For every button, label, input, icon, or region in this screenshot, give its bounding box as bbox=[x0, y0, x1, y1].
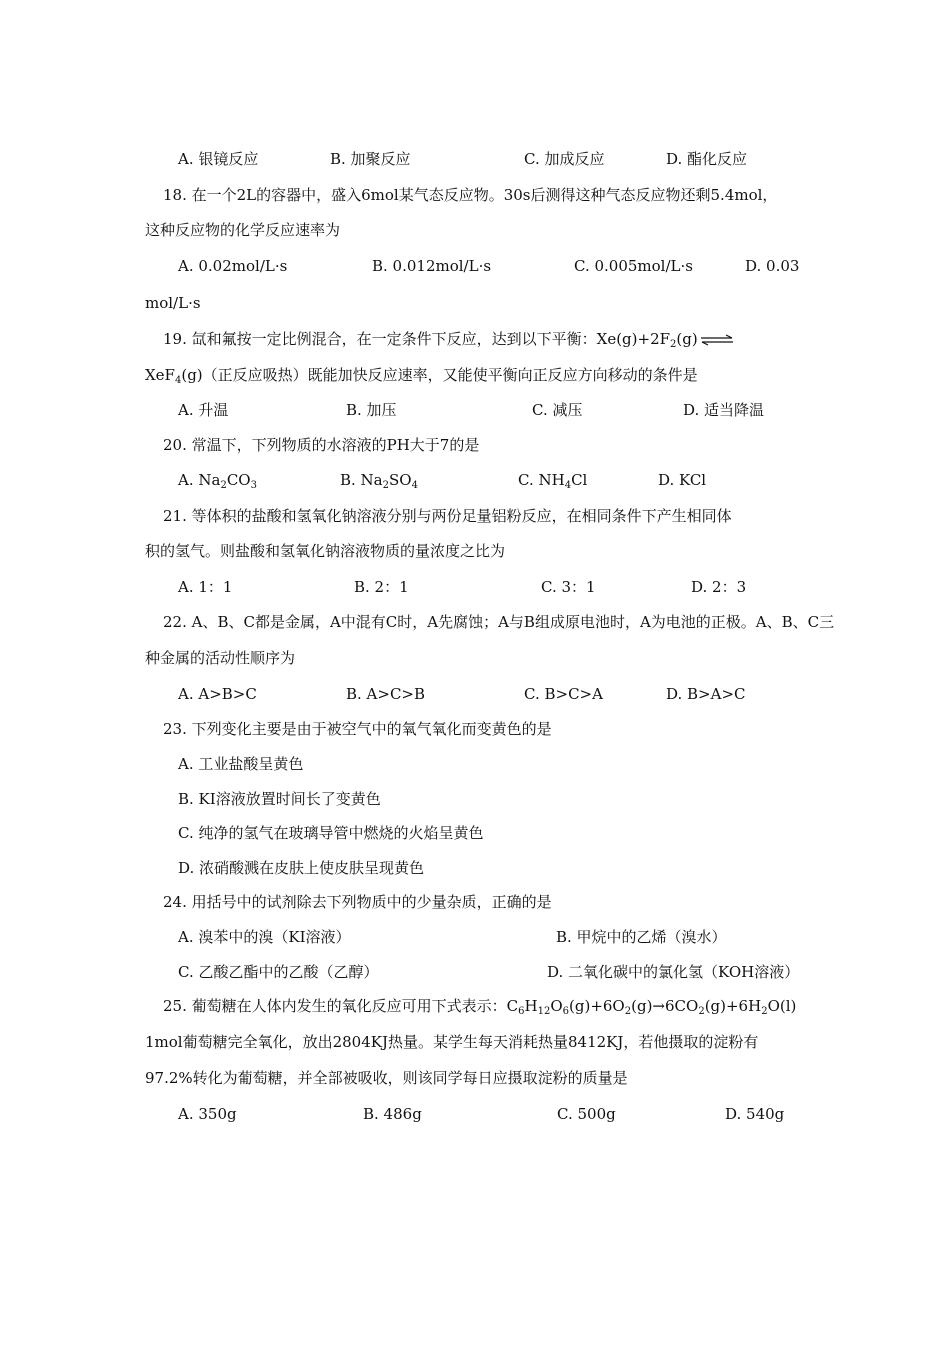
q20-option-c bbox=[518, 470, 587, 490]
q25-f-h: H bbox=[524, 997, 538, 1015]
q18-option-d-continued: mol/L·s bbox=[145, 294, 201, 312]
q18-option-b: B. 0.012mol/L·s bbox=[372, 257, 492, 275]
equilibrium-arrow-icon bbox=[700, 334, 734, 346]
q25-option-c: C. 500g bbox=[557, 1105, 616, 1123]
q25-f-r4: O(l) bbox=[767, 997, 797, 1015]
q21-stem-line2: 积的氢气。则盐酸和氢氧化钠溶液物质的量浓度之比为 bbox=[145, 542, 506, 560]
q20-c-sub: 4 bbox=[564, 480, 572, 491]
q19-option-c: C. 减压 bbox=[532, 401, 583, 419]
q20-a-sub2: 3 bbox=[250, 480, 257, 491]
q20-option-a bbox=[178, 470, 257, 490]
q19-xef4-subscript: 4 bbox=[174, 375, 182, 386]
q25-option-d: D. 540g bbox=[725, 1105, 785, 1123]
q20-stem: 20. 常温下，下列物质的水溶液的PH大于7的是 bbox=[163, 436, 480, 454]
q22-option-b: B. A>C>B bbox=[346, 685, 426, 703]
q22-option-c: C. B>C>A bbox=[524, 685, 603, 703]
q18-stem-line2: 这种反应物的化学反应速率为 bbox=[145, 221, 341, 239]
q21-option-a: A. 1：1 bbox=[178, 578, 233, 596]
q19-stem-line2-text: (g)（正反应吸热）既能加快反应速率，又能使平衡向正反应方向移动的条件是 bbox=[181, 366, 698, 384]
q23-option-b: B. KI溶液放置时间长了变黄色 bbox=[178, 790, 381, 808]
q25-f-r2: (g)→6CO bbox=[631, 997, 699, 1015]
q20-c-post: Cl bbox=[571, 471, 588, 489]
q25-f-r1-sub: 2 bbox=[624, 1006, 632, 1017]
q19-xef4: XeF bbox=[145, 366, 175, 384]
q25-stem-line1 bbox=[163, 996, 796, 1016]
q20-a-sub1: 2 bbox=[220, 480, 227, 491]
q19-equation-left: Xe(g)+2F bbox=[596, 330, 671, 348]
q25-f-c-sub: 6 bbox=[518, 1006, 525, 1017]
q18-option-d: D. 0.03 bbox=[745, 257, 800, 275]
q22-stem-line1: 22. A、B、C都是金属，A中混有C时，A先腐蚀；A与B组成原电池时，A为电池的正极。A、B、C三 bbox=[163, 613, 835, 631]
q23-stem: 23. 下列变化主要是由于被空气中的氧气氧化而变黄色的是 bbox=[163, 720, 552, 738]
q20-b-sub2: 4 bbox=[411, 480, 418, 491]
q23-option-a: A. 工业盐酸呈黄色 bbox=[178, 755, 304, 773]
q25-f-h-sub: 12 bbox=[537, 1006, 551, 1017]
q25-option-a: A. 350g bbox=[178, 1105, 237, 1123]
q20-a-text: A. Na bbox=[178, 471, 221, 489]
q24-stem: 24. 用括号中的试剂除去下列物质中的少量杂质，正确的是 bbox=[163, 893, 552, 911]
q20-c-text: C. NH bbox=[518, 471, 565, 489]
q22-option-a: A. A>B>C bbox=[178, 685, 257, 703]
q18-option-c: C. 0.005mol/L·s bbox=[574, 257, 693, 275]
q19-option-b: B. 加压 bbox=[346, 401, 397, 419]
q24-option-c: C. 乙酸乙酯中的乙酸（乙醇） bbox=[178, 963, 379, 981]
q20-b-mid: SO bbox=[389, 471, 412, 489]
q20-b-text: B. Na bbox=[340, 471, 383, 489]
q25-f-r3-sub: 2 bbox=[761, 1006, 768, 1017]
q25-formula bbox=[507, 997, 797, 1015]
q19-eq-subscript: 2 bbox=[670, 339, 677, 350]
q19-option-d: D. 适当降温 bbox=[683, 401, 765, 419]
q19-stem-line2 bbox=[145, 365, 698, 385]
q25-f-r2-sub: 2 bbox=[698, 1006, 705, 1017]
q17-option-c: C. 加成反应 bbox=[524, 150, 605, 168]
q25-stem-line3: 97.2%转化为葡萄糖，并全部被吸收，则该同学每日应摄取淀粉的质量是 bbox=[145, 1069, 628, 1087]
q23-option-c: C. 纯净的氢气在玻璃导管中燃烧的火焰呈黄色 bbox=[178, 824, 484, 842]
q19-option-a: A. 升温 bbox=[178, 401, 229, 419]
q25-f-r3: (g)+6H bbox=[704, 997, 762, 1015]
q17-option-d: D. 酯化反应 bbox=[666, 150, 748, 168]
q22-stem-line2: 种金属的活动性顺序为 bbox=[145, 649, 296, 667]
q22-option-d: D. B>A>C bbox=[666, 685, 746, 703]
q18-option-a: A. 0.02mol/L·s bbox=[178, 257, 288, 275]
q20-b-sub1: 2 bbox=[382, 480, 390, 491]
q25-f-o: O bbox=[550, 997, 563, 1015]
q25-stem-line2: 1mol葡萄糖完全氧化，放出2804KJ热量。某学生每天消耗热量8412KJ，若他摄取的淀粉有 bbox=[145, 1033, 759, 1051]
q25-option-b: B. 486g bbox=[363, 1105, 422, 1123]
q19-stem-text: 19. 氙和氟按一定比例混合，在一定条件下反应，达到以下平衡： bbox=[163, 330, 597, 348]
q24-option-a: A. 溴苯中的溴（KI溶液） bbox=[178, 928, 351, 946]
q17-option-a: A. 银镜反应 bbox=[178, 150, 259, 168]
q19-stem-line1 bbox=[163, 329, 734, 349]
q19-equation-right: (g) bbox=[676, 330, 698, 348]
q24-option-b: B. 甲烷中的乙烯（溴水） bbox=[556, 928, 727, 946]
q21-option-b: B. 2：1 bbox=[354, 578, 409, 596]
q25-f-o-sub: 6 bbox=[562, 1006, 570, 1017]
q21-stem-line1: 21. 等体积的盐酸和氢氧化钠溶液分别与两份足量铝粉反应，在相同条件下产生相同体 bbox=[163, 507, 732, 525]
q23-option-d: D. 浓硝酸溅在皮肤上使皮肤呈现黄色 bbox=[178, 859, 425, 877]
q20-a-mid: CO bbox=[226, 471, 251, 489]
q20-option-b bbox=[340, 470, 418, 490]
q21-option-c: C. 3：1 bbox=[541, 578, 596, 596]
q21-option-d: D. 2：3 bbox=[691, 578, 747, 596]
q24-option-d: D. 二氧化碳中的氯化氢（KOH溶液） bbox=[547, 963, 800, 981]
q18-stem-line1: 18. 在一个2L的容器中，盛入6mol某气态反应物。30s后测得这种气态反应物还剩5.4mol， bbox=[163, 186, 778, 204]
q25-f-c: C bbox=[506, 997, 519, 1015]
q20-option-d: D. KCl bbox=[658, 471, 707, 489]
q25-f-r1: (g)+6O bbox=[569, 997, 625, 1015]
q25-stem-text: 25. 葡萄糖在人体内发生的氧化反应可用下式表示： bbox=[163, 997, 507, 1015]
q17-option-b: B. 加聚反应 bbox=[330, 150, 411, 168]
